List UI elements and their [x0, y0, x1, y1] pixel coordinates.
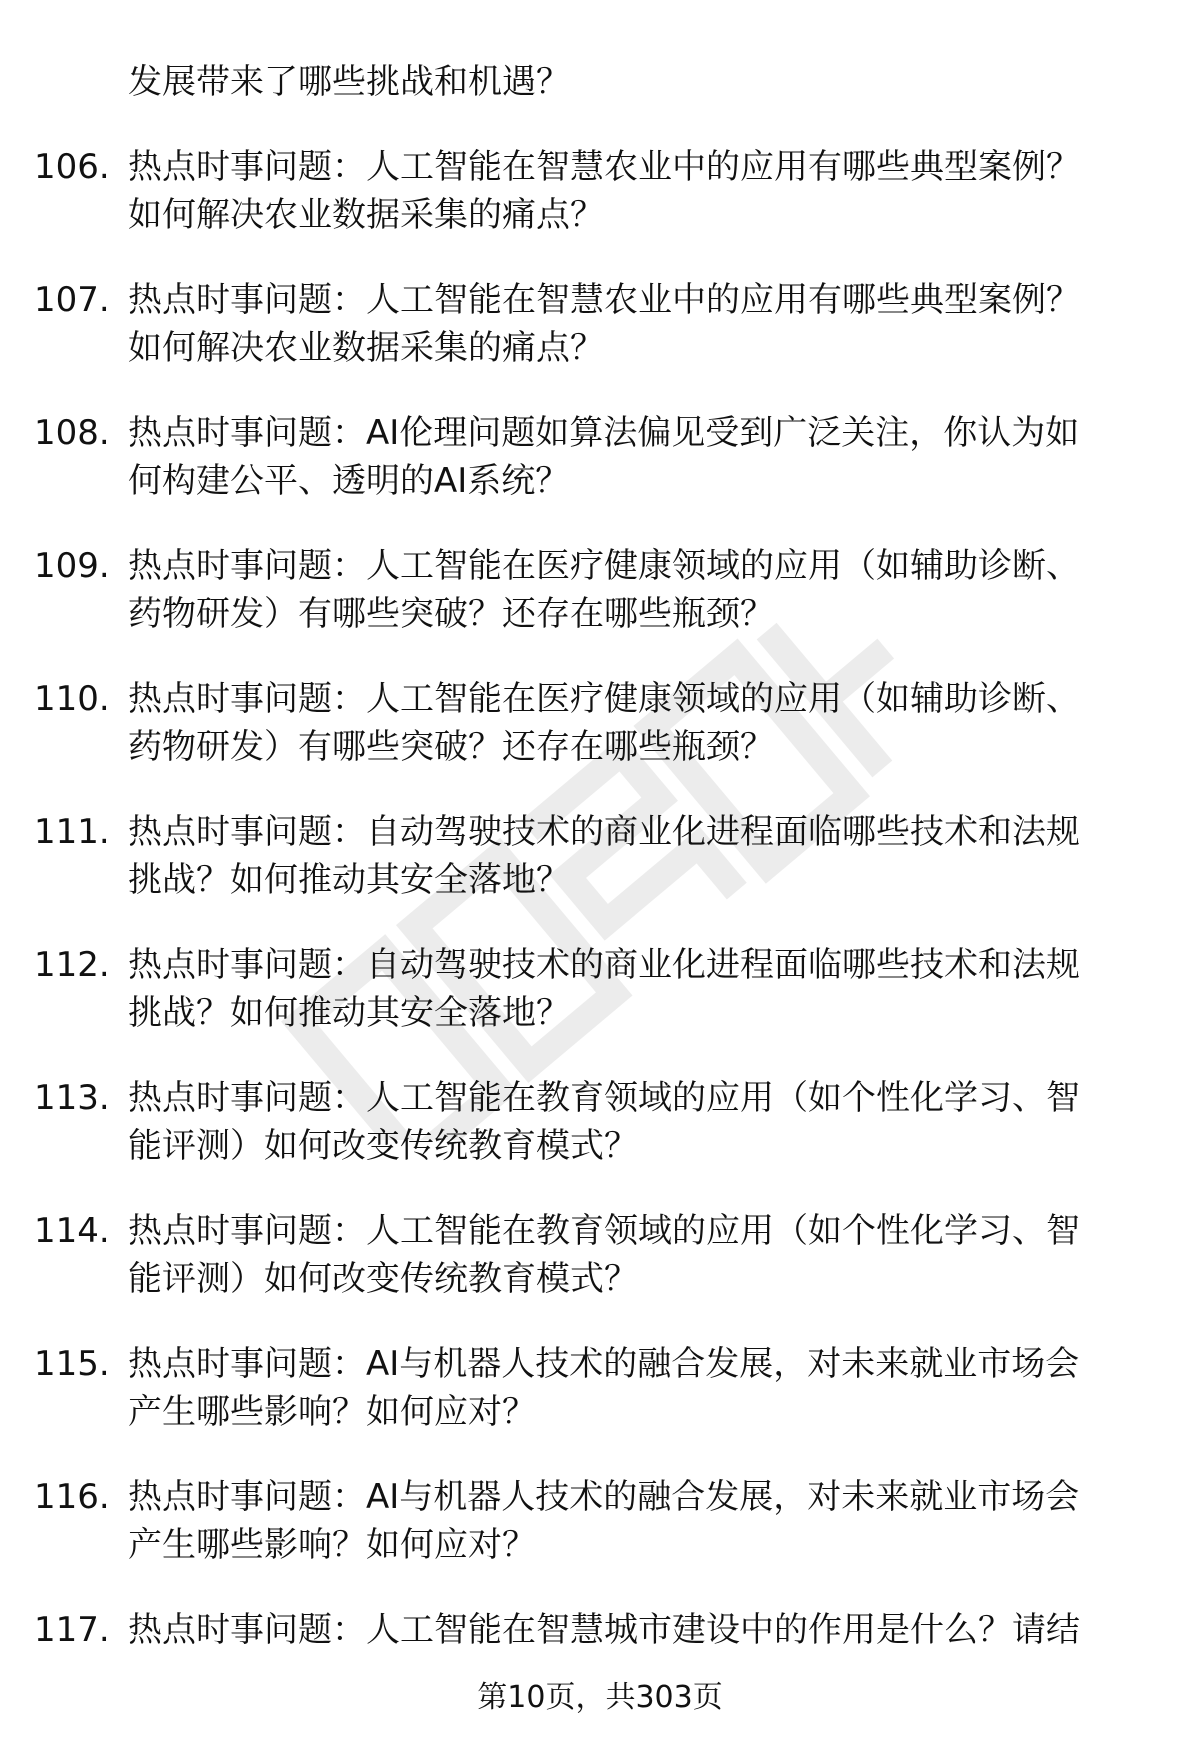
- question-number: 111.: [34, 812, 110, 852]
- question-text-line: 热点时事问题：人工智能在智慧城市建设中的作用是什么？请结: [128, 1610, 1080, 1650]
- question-item: [0, 276, 1200, 409]
- question-text-line: 挑战？如何推动其安全落地？: [128, 993, 570, 1033]
- question-item: [0, 808, 1200, 941]
- question-number: 108.: [34, 413, 110, 453]
- question-item: [0, 1340, 1200, 1473]
- question-item: [0, 1074, 1200, 1207]
- question-number: 106.: [34, 147, 110, 187]
- question-text-line: 热点时事问题：人工智能在教育领域的应用（如个性化学习、智: [128, 1078, 1080, 1118]
- question-text-line: 热点时事问题：AI与机器人技术的融合发展，对未来就业市场会: [128, 1344, 1080, 1384]
- question-text: [128, 1207, 1138, 1303]
- question-number: 109.: [34, 546, 110, 586]
- question-number: 112.: [34, 945, 110, 985]
- question-text: [128, 808, 1138, 904]
- question-text-line: 产生哪些影响？如何应对？: [128, 1525, 536, 1565]
- question-text-line: 药物研发）有哪些突破？还存在哪些瓶颈？: [128, 727, 774, 767]
- question-text-line: 产生哪些影响？如何应对？: [128, 1392, 536, 1432]
- question-text-line: 何构建公平、透明的AI系统？: [128, 461, 570, 501]
- question-text: [128, 409, 1138, 505]
- question-text-line: 热点时事问题：自动驾驶技术的商业化进程面临哪些技术和法规: [128, 812, 1080, 852]
- question-number: 117.: [34, 1610, 110, 1650]
- question-number: 113.: [34, 1078, 110, 1118]
- question-number: 115.: [34, 1344, 110, 1384]
- question-text-line: 挑战？如何推动其安全落地？: [128, 860, 570, 900]
- question-text: [128, 1606, 1138, 1654]
- question-text: [128, 143, 1138, 239]
- question-text-line: 药物研发）有哪些突破？还存在哪些瓶颈？: [128, 594, 774, 634]
- question-item: [0, 143, 1200, 276]
- question-text-line: 如何解决农业数据采集的痛点？: [128, 328, 604, 368]
- question-item: [0, 941, 1200, 1074]
- question-text: [128, 1074, 1138, 1170]
- question-text-line: 热点时事问题：人工智能在智慧农业中的应用有哪些典型案例？: [128, 280, 1080, 320]
- question-text-line: 热点时事问题：自动驾驶技术的商业化进程面临哪些技术和法规: [128, 945, 1080, 985]
- question-text-line: 热点时事问题：AI与机器人技术的融合发展，对未来就业市场会: [128, 1477, 1080, 1517]
- question-item: [0, 1473, 1200, 1606]
- question-text: [128, 941, 1138, 1037]
- question-list: [0, 143, 1200, 1739]
- question-text: [128, 542, 1138, 638]
- question-item: [0, 409, 1200, 542]
- question-text: [128, 276, 1138, 372]
- question-item: [0, 1606, 1200, 1739]
- question-number: 114.: [34, 1211, 110, 1251]
- question-text-line: 热点时事问题：人工智能在医疗健康领域的应用（如辅助诊断、: [128, 546, 1080, 586]
- question-text-line: 热点时事问题：人工智能在教育领域的应用（如个性化学习、智: [128, 1211, 1080, 1251]
- question-number: 107.: [34, 280, 110, 320]
- question-item: [0, 675, 1200, 808]
- question-number: 110.: [34, 679, 110, 719]
- question-number: 116.: [34, 1477, 110, 1517]
- question-text: [128, 1340, 1138, 1436]
- question-item: [0, 1207, 1200, 1340]
- question-text: [128, 1473, 1138, 1569]
- question-text-line: 能评测）如何改变传统教育模式？: [128, 1126, 638, 1166]
- page-footer: 第10页，共303页: [477, 1680, 723, 1715]
- question-item: [0, 542, 1200, 675]
- question-text-line: 热点时事问题：AI伦理问题如算法偏见受到广泛关注，你认为如: [128, 413, 1080, 453]
- question-text-line: 热点时事问题：人工智能在智慧农业中的应用有哪些典型案例？: [128, 147, 1080, 187]
- question-text-line: 能评测）如何改变传统教育模式？: [128, 1259, 638, 1299]
- question-text-line: 如何解决农业数据采集的痛点？: [128, 195, 604, 235]
- question-text-line: 热点时事问题：人工智能在医疗健康领域的应用（如辅助诊断、: [128, 679, 1080, 719]
- question-text: [128, 675, 1138, 771]
- continued-question-text: 发展带来了哪些挑战和机遇？: [128, 62, 570, 102]
